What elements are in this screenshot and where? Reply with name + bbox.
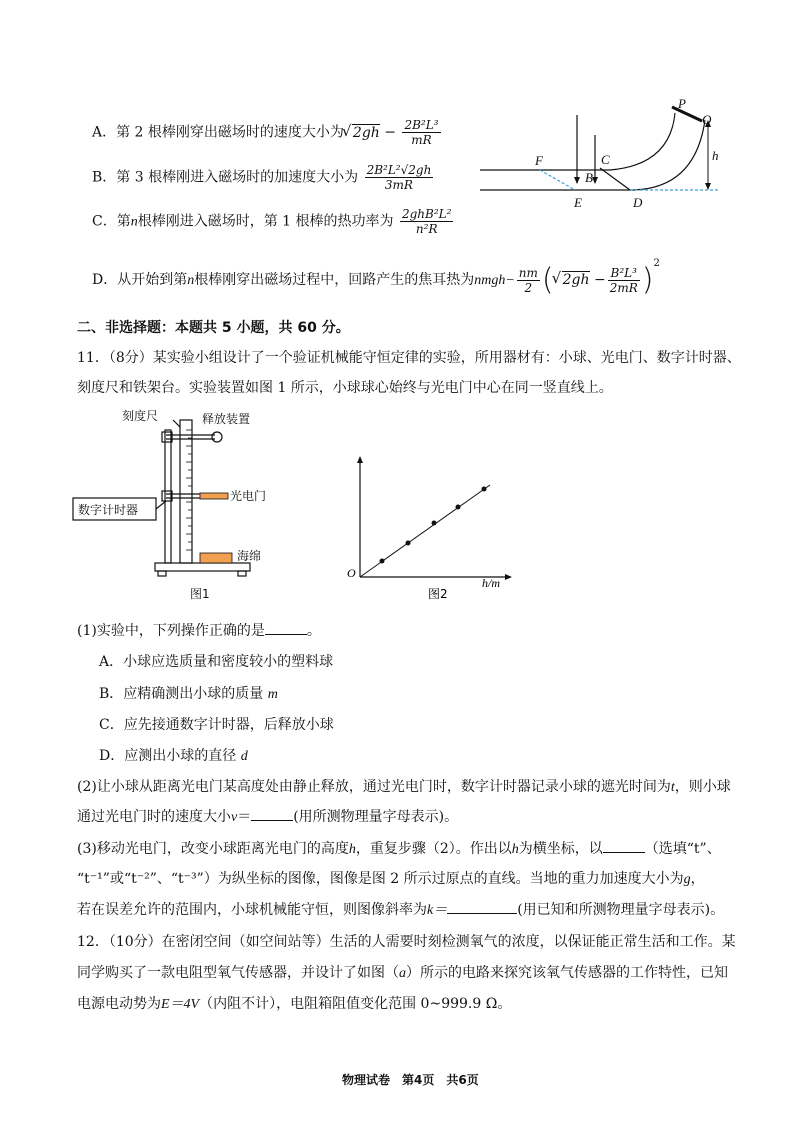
q11-part2-line2 [77, 806, 458, 826]
fig1-sponge-label: 海绵 [237, 549, 262, 563]
option-d-pre: D．从开始到第 [92, 272, 188, 288]
option-d-frac2-num: B²L³ [608, 266, 640, 281]
q11-part2-l2-pre: 通过光电门时的速度大小 [77, 809, 231, 825]
q11-option-d-var: d [240, 749, 248, 764]
fig2-point [380, 559, 385, 564]
option-b [92, 163, 435, 192]
q11-part1-text: (1)实验中，下列操作正确的是 [77, 623, 265, 639]
option-d-sqrt: √ 2gh [562, 271, 590, 288]
label-b: B [585, 170, 593, 185]
q12-line1: 12．（10分）在密闭空间（如空间站等）生活的人需要时刻检测氧气的浓度，以保证能正常生活和工作。某 [77, 934, 736, 950]
q12-line2-post: ）所示的电路来探究该氧气传感器的工作特性，已知 [406, 965, 728, 981]
option-c-pre: C．第 [92, 213, 131, 230]
option-b-text: B．第 3 根棒刚进入磁场时的加速度大小为 [92, 169, 359, 186]
fig2-point [432, 521, 437, 526]
section2-title: 二、非选择题：本题共 5 小题，共 60 分。 [77, 320, 350, 336]
fig2-point [456, 505, 461, 510]
q11-option-b-text: B．应精确测出小球的质量 [99, 686, 264, 702]
q12-line3 [77, 993, 511, 1013]
page-footer: 物理试卷 第4页 共6页 [342, 1073, 479, 1087]
q11-part3-line1 [77, 838, 721, 858]
q11-part3-pre: (3)移动光电门，改变小球距离光电门的高度 [77, 841, 349, 857]
q11-part3-blank1 [603, 852, 645, 853]
q11-part2-line1 [77, 776, 731, 796]
option-d-lead: nmgh− [474, 273, 515, 288]
q11-part3-l3-post: (用已知和所测物理量字母表示)。 [517, 902, 725, 918]
figure-2 [340, 455, 520, 605]
q11-part3-mid2: 为横坐标，以 [518, 841, 603, 857]
q11-part2-v: v [231, 810, 238, 825]
option-b-fraction [365, 163, 434, 192]
label-h: h [712, 148, 719, 163]
q11-part2-l2-post: (用所测物理量字母表示)。 [293, 809, 459, 825]
option-b-num: 2B²L²√2gh [366, 163, 432, 177]
option-a-den: mR [411, 133, 432, 147]
option-d-frac1 [517, 266, 540, 295]
q11-part3-l2: “t⁻¹”或“t⁻²”、“t⁻³”）为纵坐标的图像，图像是图 2 所示过原点的直线。当地的重力加速度大小为 [77, 871, 684, 887]
q11-part2-blank [251, 820, 293, 821]
fig2-xlabel: h/m [482, 576, 500, 590]
q11-part2-t: t [670, 780, 675, 795]
label-p: P [678, 96, 686, 111]
label-e: E [574, 195, 582, 210]
option-a: A．第 2 根棒刚穿出磁场时的速度大小为√ 2gh − $\frac{\text{2B²L³}}{mR}$ [92, 118, 443, 147]
option-c [92, 207, 455, 236]
label-f: F [535, 153, 543, 168]
q12-line2-a: a [399, 966, 406, 981]
q11-part3-post: （选填“t”、 [644, 841, 721, 857]
rails-figure [470, 95, 730, 220]
q11-part3-l2-end: ， [690, 871, 705, 887]
option-d-frac1-den: 2 [524, 280, 533, 295]
option-c-den: n²R [415, 222, 438, 236]
option-a-sqrt: √ 2gh [352, 124, 380, 141]
figure-1 [70, 405, 270, 605]
q11-option-c: C．应先接通数字计时器，后释放小球 [99, 717, 334, 733]
option-c-fraction [400, 207, 453, 236]
fig1-caption: 图1 [190, 587, 210, 601]
q11-part3-l3-pre: 若在误差允许的范围内，小球机械能守恒，则图像斜率为 [77, 902, 427, 918]
q12-line2-pre: 同学购买了一款电阻型氧气传感器，并设计了如图（ [77, 965, 399, 981]
q12-line3-post: （内阻不计），电阻箱阻值变化范围 0~999.9 Ω。 [199, 996, 512, 1012]
fig2-point [406, 541, 411, 546]
option-a-fraction [402, 118, 440, 147]
q11-part2-eq: ＝ [237, 809, 252, 825]
q11-option-d [99, 745, 248, 765]
label-q: Q [702, 112, 712, 127]
q11-part3-mid: ，重复步骤（2）。作出以 [355, 841, 512, 857]
q11-part3-line2 [77, 868, 705, 888]
option-d-frac2-den: 2mR [609, 280, 638, 295]
q11-part1-blank [265, 634, 307, 635]
q11-part1 [77, 620, 321, 640]
option-d-n: n [187, 273, 195, 288]
option-c-post: 根棒刚进入磁场时，第 1 根棒的热功率为 [137, 213, 394, 230]
fig1-timer-label: 数字计时器 [78, 503, 139, 517]
q11-intro-1: 11．（8分）某实验小组设计了一个验证机械能守恒定律的实验，所用器材有：小球、光电门、数字计时器、 [77, 350, 741, 366]
label-d: D [633, 195, 643, 210]
option-a-num: 2B²L³ [404, 118, 439, 132]
option-d-power: 2 [653, 258, 660, 269]
fig2-point [482, 487, 487, 492]
q11-option-b [99, 683, 278, 703]
q11-part3-g: g [683, 872, 691, 887]
option-c-n: n [130, 214, 138, 230]
q11-part2-pre: (2)让小球从距离光电门某高度处由静止释放，通过光电门时，数字计时器记录小球的遮光时间为 [77, 779, 671, 795]
option-b-den: 3mR [384, 178, 413, 192]
fig2-caption: 图2 [428, 587, 448, 601]
option-d-frac2 [608, 266, 640, 295]
option-d-frac1-num: nm [518, 265, 538, 280]
q11-part3-k: k＝ [427, 903, 448, 918]
option-d-post: 根棒刚穿出磁场过程中，回路产生的焦耳热为 [194, 272, 475, 288]
q11-option-b-var: m [267, 687, 278, 702]
q11-option-d-text: D．应测出小球的直径 [99, 748, 237, 764]
label-c: C [601, 152, 610, 167]
option-c-num: 2ghB²L² [401, 207, 452, 221]
fig1-ruler-label: 刻度尺 [122, 409, 159, 423]
q11-intro-2: 刻度尺和铁架台。实验装置如图 1 所示，小球球心始终与光电门中心在同一竖直线上。 [77, 380, 613, 396]
q11-part3-line3 [77, 899, 724, 919]
q11-part1-end: 。 [306, 623, 321, 639]
fig1-release-label: 释放装置 [202, 412, 251, 426]
q12-line3-e: E＝4V [161, 997, 200, 1012]
option-a-text: A．第 2 根棒刚穿出磁场时的速度大小为 [92, 124, 344, 141]
q11-option-a: A．小球应选质量和密度较小的塑料球 [99, 654, 334, 670]
q11-part3-h2: h [511, 842, 519, 857]
option-d: D．从开始到第n根棒刚穿出磁场过程中，回路产生的焦耳热为nmgh− $\frac{nm}{2}$ (√ 2gh − $\frac{\text{B²L³}}{2mR}$ )$^2$ [92, 258, 660, 298]
q12-line2 [77, 962, 728, 982]
q11-part2-post: ，则小球 [674, 779, 731, 795]
q12-line3-pre: 电源电动势为 [77, 996, 161, 1012]
q11-part3-h: h [348, 842, 356, 857]
fig1-gate-label: 光电门 [230, 489, 267, 503]
fig2-origin: O [347, 566, 356, 580]
q11-part3-blank2 [447, 913, 517, 914]
